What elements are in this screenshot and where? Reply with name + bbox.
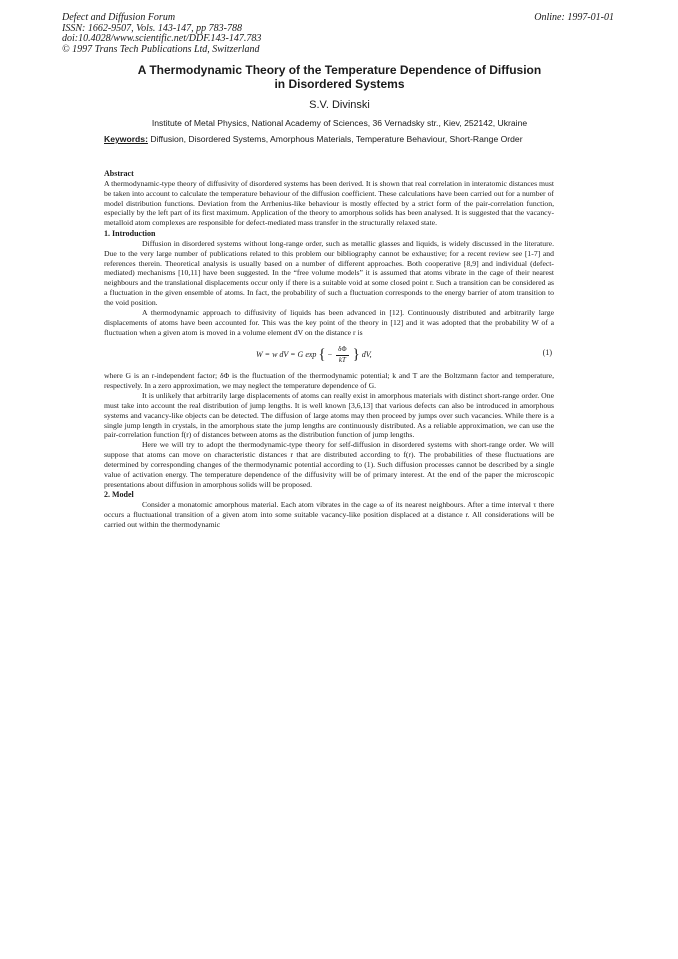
fraction-denominator: kT bbox=[338, 356, 346, 365]
intro-paragraph-3: where G is an r-independent factor; δΦ is the fluctuation of the thermodynamic potential; k and T are the Boltzmann factor and temperature, respectively. In a zero approximation, we may neglect the temperature dependence of G. bbox=[104, 371, 554, 391]
doi-line: doi:10.4028/www.scientific.net/DDF.143-147.783 bbox=[62, 33, 262, 45]
journal-name: Defect and Diffusion Forum bbox=[62, 12, 176, 23]
paper-body bbox=[104, 169, 554, 530]
intro-paragraph-4: It is unlikely that arbitrarily large displacements of atoms can really exist in amorphous materials with distinct short-range order. One must take into account the real distribution of jump lengths. It is well known [3,6,13] that various defects can also be introduced in amorphous systems and vacancy-like objects can be detected. The diffusion of large atoms may then proceed by jumps over such vacancies. While there is a single jump length in crystals, in the amorphous state the jump lengths are continuously distributed. As a reliable approximation, we can use the pair-correlation function f(r) of distances between atoms as the distribution function of jump lengths. bbox=[104, 391, 554, 440]
equation-number: (1) bbox=[542, 348, 552, 358]
right-brace-icon: } bbox=[352, 346, 360, 363]
keywords-label: Keywords: bbox=[104, 134, 148, 144]
journal-header bbox=[62, 13, 261, 55]
abstract-heading: Abstract bbox=[104, 169, 134, 178]
keywords bbox=[104, 134, 554, 145]
title-line-2: in Disordered Systems bbox=[274, 77, 405, 91]
equation-tail: dV, bbox=[361, 350, 372, 360]
model-paragraph-1: Consider a monatomic amorphous material. Each atom vibrates in the cage ω of its nearest neighbours. After a time interval τ there occurs a fluctuational transition of a given atom into some suitable vacancy-like position displaced at a distance r. All considerations will be carried out within the thermodynamic bbox=[104, 500, 554, 529]
equation-minus: − bbox=[327, 350, 333, 360]
intro-paragraph-2: A thermodynamic approach to diffusivity of liquids has been advanced in [12]. Continuously distributed and arbitrarily large displacements of atoms have been accounted for. This was the key point of the theory in [12] and it was adopted that the probability W of a fluctuation when a given atom is moved in a volume element dV on the distance r is bbox=[104, 307, 554, 337]
equation-expression bbox=[256, 345, 372, 366]
copyright-line: © 1997 Trans Tech Publications Ltd, Switzerland bbox=[62, 43, 260, 55]
model-heading: 2. Model bbox=[104, 490, 134, 500]
introduction-heading: 1. Introduction bbox=[104, 229, 156, 239]
equation-1 bbox=[104, 339, 554, 369]
abstract-text: A thermodynamic-type theory of diffusivity of disordered systems has been derived. It is shown that real correlation in interatomic distances must be taken into account to calculate the temperature behaviour of the diffusion coefficient. These calculations have been carried out for a number of model distribution functions. Deviation from the Arrhenius-like behaviour is mostly effected by a strict form of the pair-correlation function, especially by the left part of its first maximum. Application of the theory to amorphous solids has been analysed. It is suggested that the vacancy-metalloid atom complexes are responsible for defect-mediated mass transfer in the structurally relaxed state. bbox=[104, 178, 554, 228]
intro-paragraph-1: Diffusion in disordered systems without long-range order, such as metallic glasses and liquids, is widely discussed in the literature. Due to the very large number of publications related to this problem our bibliography cannot be exhaustive; for a recent review see [1-7] and references therein. Theoretical analysis is usually based on a number of different approaches. Both cooperative [8,9] and individual (defect-mediated) mechanisms [10,11] have been suggested. In the “free volume models” it is assumed that atoms vibrate in the cage of their nearest neighbours and the translational displacements occur only if there is a suitable void at some closed point r. Such a transition can be considered as a fluctuation in the given ensemble of atoms. In fact, the probability of such a fluctuation corresponds to the energy barrier of atom transition to the void position. bbox=[104, 238, 554, 307]
issn-line: ISSN: 1662-9507, Vols. 143-147, pp 783-788 bbox=[62, 22, 242, 34]
author: S.V. Divinski bbox=[309, 99, 370, 111]
online-date: Online: 1997-01-01 bbox=[534, 12, 614, 23]
affiliation: Institute of Metal Physics, National Academy of Sciences, 36 Vernadsky str., Kiev, 252142, Ukraine bbox=[151, 118, 528, 128]
intro-paragraph-5: Here we will try to adopt the thermodynamic-type theory for self-diffusion in disordered systems with short-range order. We will suppose that atoms can move on characteristic distances r that are distributed according to f(r). The probabilities of these fluctuations are determined by corresponding changes of the thermodynamic potential according to (1). Such diffusion processes cannot be described by a single value of activation energy. The temperature dependence of the diffusivity will be of primary interest. At the end of the paper the microscopic presentations about diffusion in amorphous solids will be proposed. bbox=[104, 440, 554, 489]
paper-title bbox=[62, 63, 617, 91]
equation-fraction bbox=[336, 345, 348, 366]
equation-lhs: W = w dV = G exp bbox=[256, 350, 317, 360]
fraction-numerator: δΦ bbox=[336, 345, 348, 356]
left-brace-icon: { bbox=[318, 346, 326, 363]
keywords-list: Diffusion, Disordered Systems, Amorphous Materials, Temperature Behaviour, Short-Range Order bbox=[150, 134, 523, 144]
title-line-1: A Thermodynamic Theory of the Temperature Dependence of Diffusion bbox=[137, 63, 542, 77]
